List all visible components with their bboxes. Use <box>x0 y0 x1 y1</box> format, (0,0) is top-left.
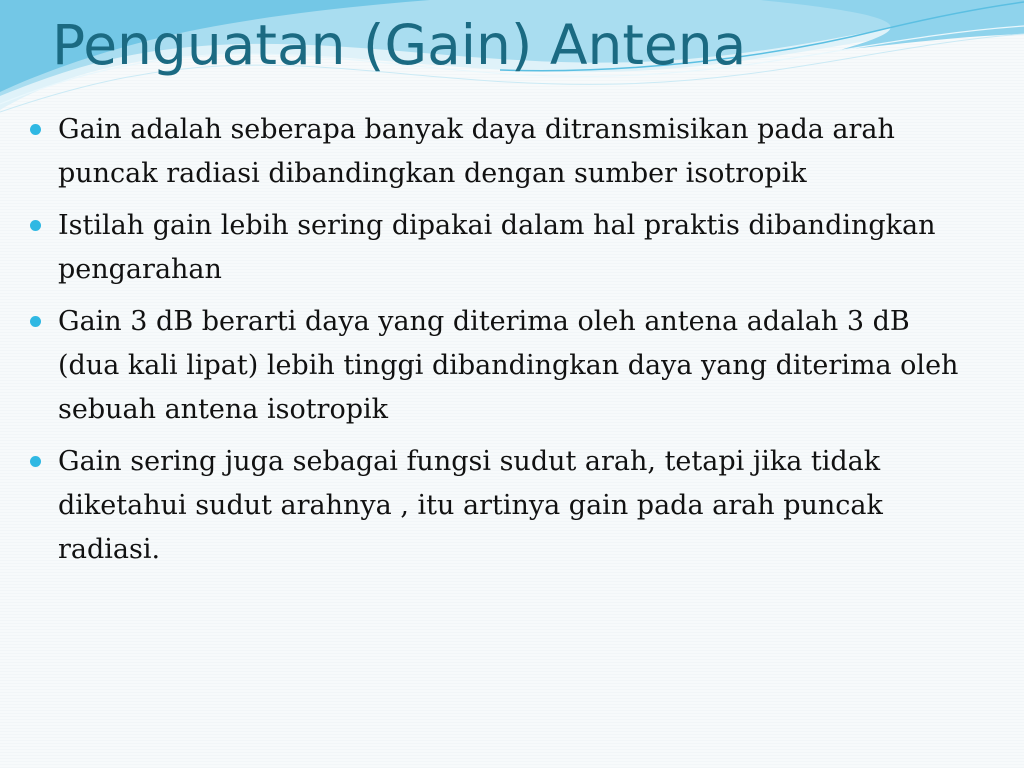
bullet-item <box>28 108 968 196</box>
bullet-item <box>28 300 968 432</box>
bullet-marker-icon <box>30 316 41 327</box>
bullet-list <box>28 108 968 580</box>
slide-title: Penguatan (Gain) Antena <box>52 13 747 77</box>
bullet-text: Gain 3 dB berarti daya yang diterima oleh antena adalah 3 dB (dua kali lipat) lebih tinggi dibandingkan daya yang diterima oleh sebuah antena isotropik <box>58 306 959 425</box>
bullet-text: Istilah gain lebih sering dipakai dalam hal praktis dibandingkan pengarahan <box>58 210 936 285</box>
bullet-text: Gain sering juga sebagai fungsi sudut arah, tetapi jika tidak diketahui sudut arahnya , itu artinya gain pada arah puncak radiasi. <box>58 446 883 565</box>
bullet-item <box>28 204 968 292</box>
bullet-marker-icon <box>30 124 41 135</box>
bullet-item <box>28 440 968 572</box>
bullet-text: Gain adalah seberapa banyak daya ditransmisikan pada arah puncak radiasi dibandingkan dengan sumber isotropik <box>58 114 895 189</box>
bullet-marker-icon <box>30 456 41 467</box>
bullet-marker-icon <box>30 220 41 231</box>
